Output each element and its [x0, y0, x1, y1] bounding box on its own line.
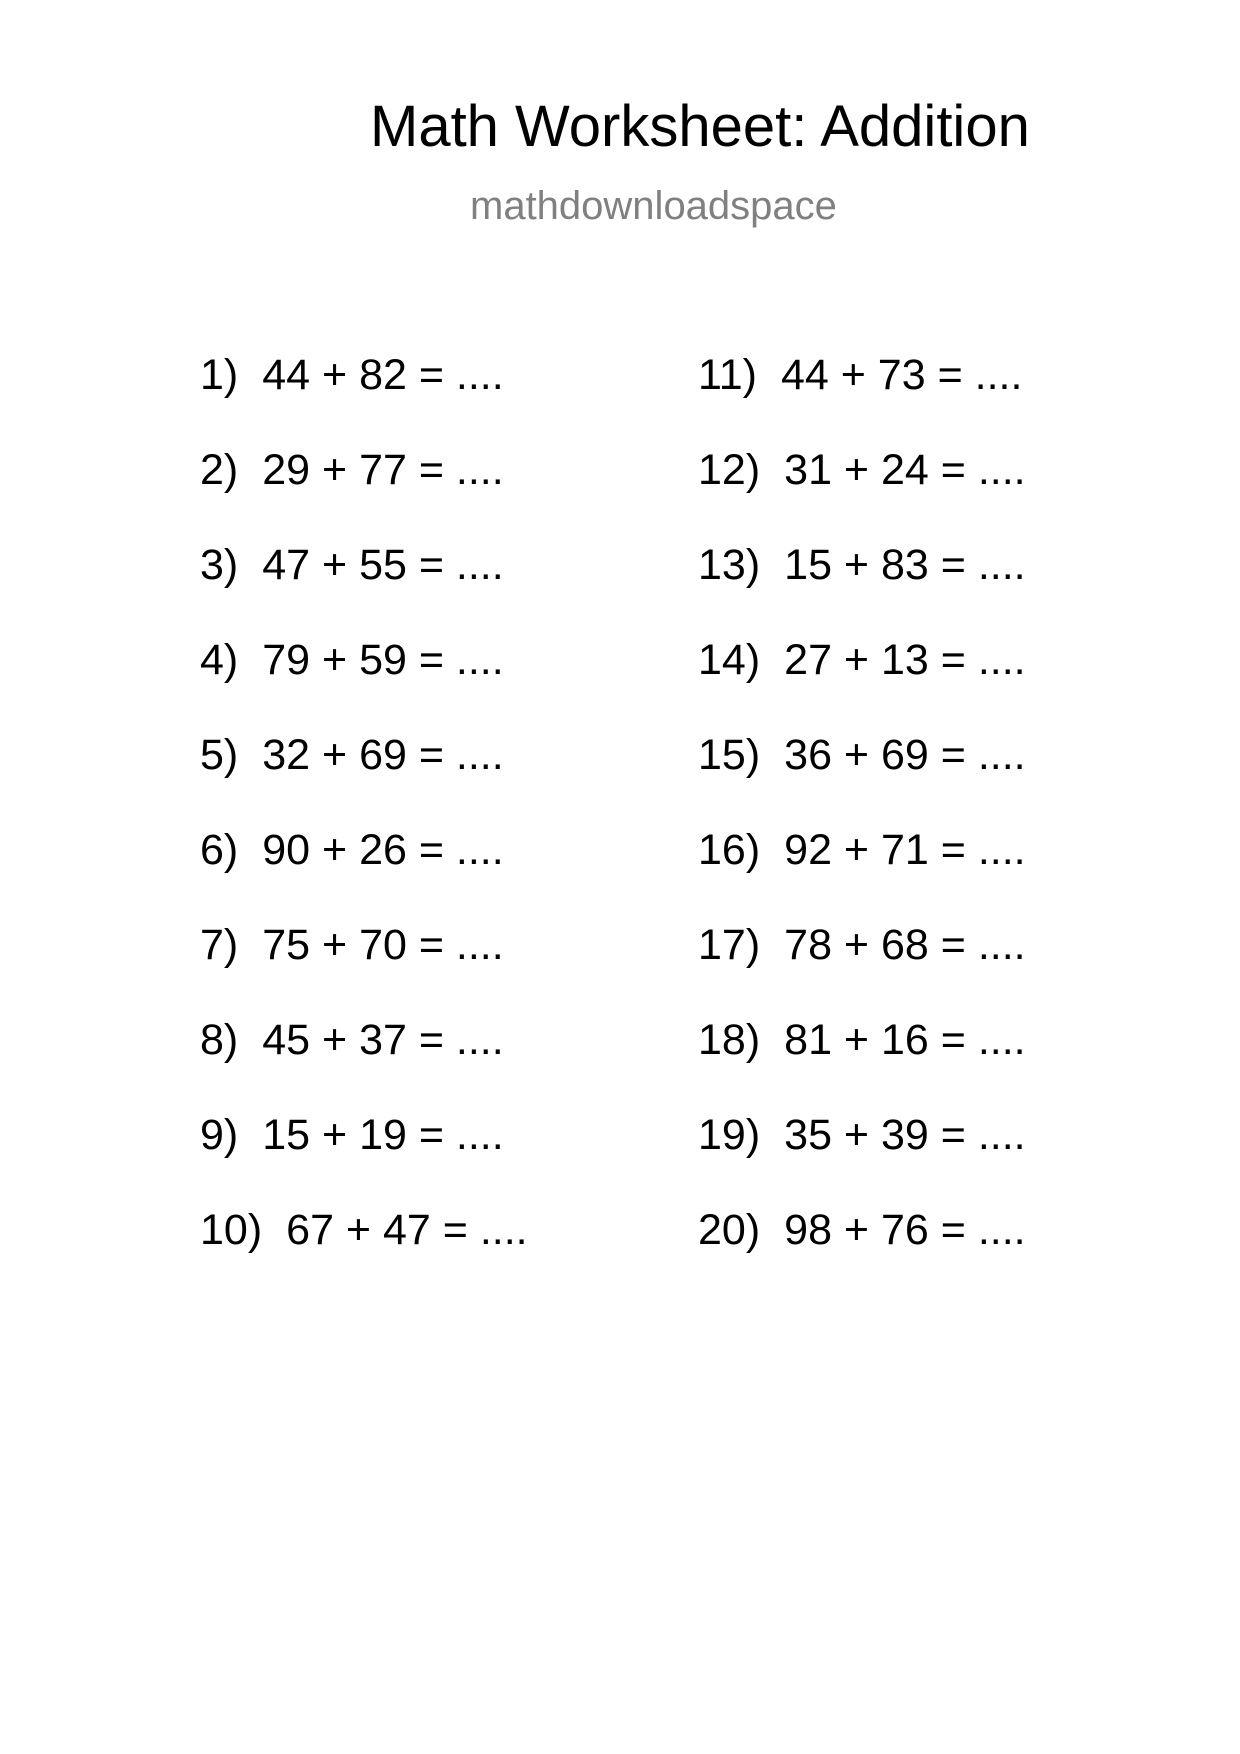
problem-expression: 27 + 13 = ....	[784, 636, 1026, 684]
problem-number: 15)	[698, 731, 761, 779]
problem-number: 12)	[698, 446, 761, 494]
problem-list-left	[200, 351, 528, 1304]
problem-expression: 44 + 82 = ....	[262, 351, 504, 399]
problem-item	[698, 351, 1026, 449]
problem-expression: 81 + 16 = ....	[784, 1016, 1026, 1064]
problem-expression: 75 + 70 = ....	[262, 921, 504, 969]
problem-item	[200, 921, 528, 1019]
problem-expression: 92 + 71 = ....	[784, 826, 1026, 874]
problem-expression: 67 + 47 = ....	[286, 1206, 528, 1254]
problem-expression: 90 + 26 = ....	[262, 826, 504, 874]
problem-item	[200, 541, 528, 639]
problem-number: 14)	[698, 636, 761, 684]
problem-item	[200, 1016, 528, 1114]
problem-number: 5)	[200, 731, 239, 779]
problem-expression: 44 + 73 = ....	[780, 351, 1023, 399]
problem-expression: 32 + 69 = ....	[262, 731, 504, 779]
problem-expression: 31 + 24 = ....	[784, 446, 1026, 494]
page-subtitle: mathdownloadspace	[470, 184, 837, 228]
problem-item	[698, 1016, 1026, 1114]
problem-item	[200, 731, 528, 829]
problem-item	[698, 1206, 1026, 1304]
problem-expression: 47 + 55 = ....	[262, 541, 504, 589]
problem-list-right	[698, 351, 1026, 1304]
problem-item	[698, 636, 1026, 734]
problem-number: 17)	[698, 921, 761, 969]
problem-item	[200, 351, 528, 449]
problem-item	[698, 921, 1026, 1019]
problem-number: 20)	[698, 1206, 761, 1254]
problem-expression: 78 + 68 = ....	[784, 921, 1026, 969]
problem-number: 1)	[200, 351, 239, 399]
problem-number: 18)	[698, 1016, 761, 1064]
problem-item	[200, 1206, 528, 1304]
problem-expression: 15 + 83 = ....	[784, 541, 1026, 589]
problem-expression: 29 + 77 = ....	[262, 446, 504, 494]
problem-expression: 98 + 76 = ....	[784, 1206, 1026, 1254]
problem-number: 9)	[200, 1111, 239, 1159]
problem-item	[200, 1111, 528, 1209]
problem-item	[698, 826, 1026, 924]
problem-number: 19)	[698, 1111, 761, 1159]
problem-number: 11)	[698, 351, 757, 399]
problem-item	[200, 636, 528, 734]
problem-number: 2)	[200, 446, 239, 494]
problem-expression: 45 + 37 = ....	[262, 1016, 504, 1064]
problem-number: 10)	[200, 1206, 263, 1254]
page-title: Math Worksheet: Addition	[370, 94, 1030, 159]
problem-number: 4)	[200, 636, 239, 684]
problem-item	[698, 446, 1026, 544]
problem-number: 16)	[698, 826, 761, 874]
problem-item	[698, 1111, 1026, 1209]
problem-item	[698, 541, 1026, 639]
problem-expression: 35 + 39 = ....	[784, 1111, 1026, 1159]
problem-item	[200, 446, 528, 544]
problem-number: 7)	[200, 921, 239, 969]
problem-number: 13)	[698, 541, 761, 589]
problem-expression: 79 + 59 = ....	[262, 636, 504, 684]
problem-number: 8)	[200, 1016, 239, 1064]
problem-item	[200, 826, 528, 924]
problem-number: 3)	[200, 541, 239, 589]
problem-expression: 36 + 69 = ....	[784, 731, 1026, 779]
problem-item	[698, 731, 1026, 829]
problem-number: 6)	[200, 826, 239, 874]
problem-expression: 15 + 19 = ....	[262, 1111, 504, 1159]
